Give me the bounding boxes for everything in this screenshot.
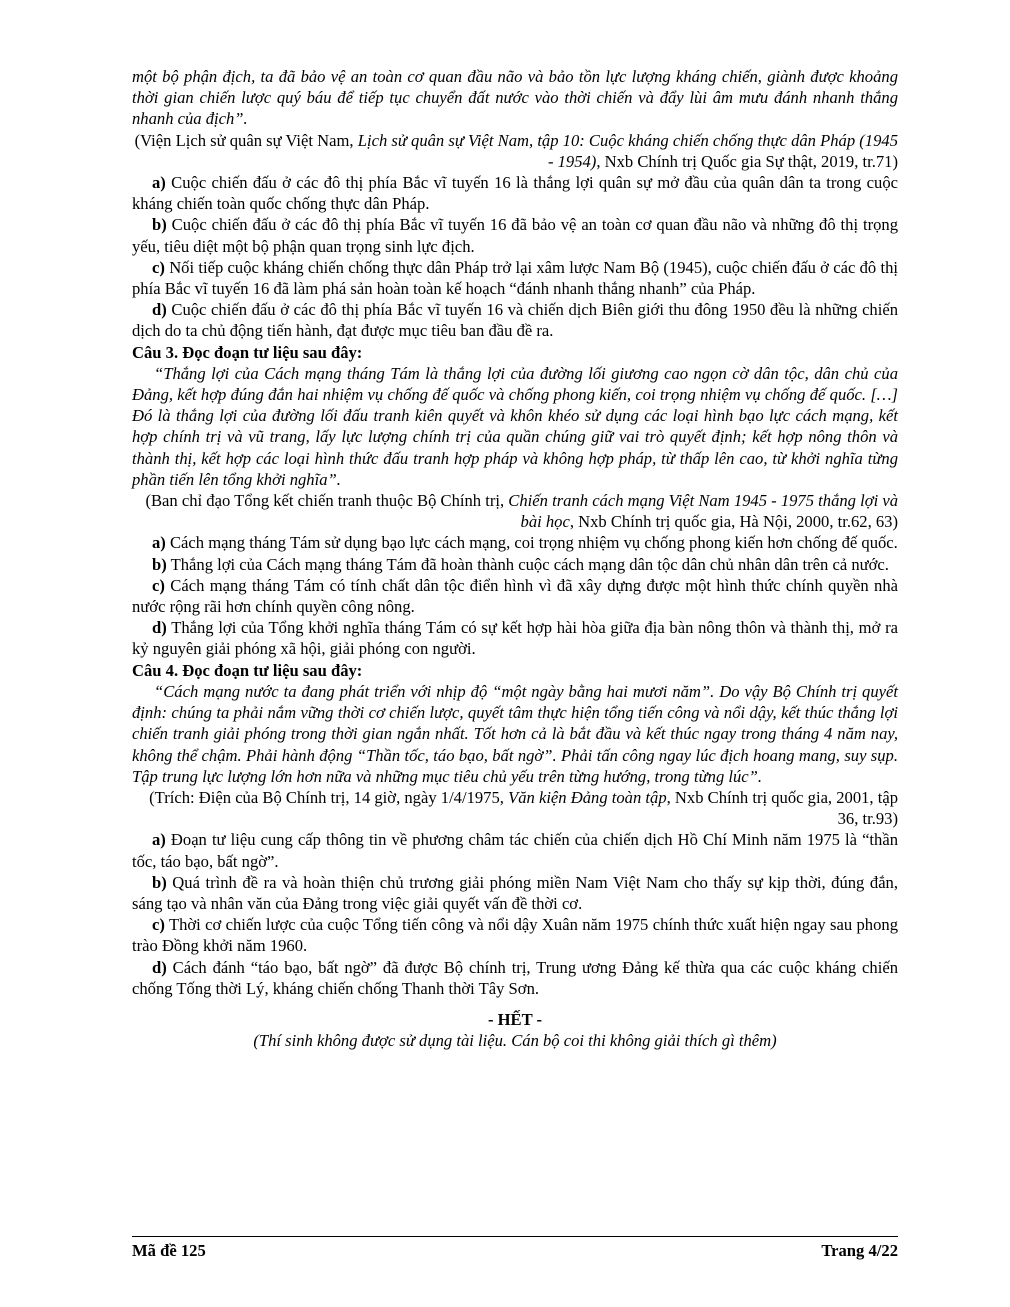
citation-suffix: , Nxb Chính trị quốc gia, 2001, tập 36, tr.93) bbox=[666, 787, 898, 829]
citation-suffix: , Nxb Chính trị quốc gia, Hà Nội, 2000, tr.62, 63) bbox=[569, 512, 898, 532]
option-text: Quá trình đề ra và hoàn thiện chủ trương giải phóng miền Nam Việt Nam cho thấy sự kịp thời, đúng đắn, sáng tạo và nhân văn của Đảng trong việc giải quyết vấn đề thời cơ. bbox=[132, 872, 898, 913]
footer-divider bbox=[132, 1236, 898, 1237]
citation-title: Lịch sử quân sự Việt Nam, tập 10: Cuộc kháng chiến chống thực dân Pháp (1945 - 1954) bbox=[357, 130, 898, 171]
citation-prefix: (Ban chỉ đạo Tổng kết chiến tranh thuộc Bộ Chính trị, bbox=[145, 491, 509, 511]
intro-option-b bbox=[132, 214, 898, 256]
option-label: b) bbox=[152, 215, 167, 235]
citation-suffix: , Nxb Chính trị Quốc gia Sự thật, 2019, tr.71) bbox=[596, 151, 898, 171]
intro-option-c bbox=[132, 257, 898, 299]
option-text: Cách mạng tháng Tám sử dụng bạo lực cách mạng, coi trọng nhiệm vụ chống phong kiến hơn chống đế quốc. bbox=[165, 533, 898, 553]
question-3-option-c bbox=[132, 575, 898, 617]
question-4-quote: “Cách mạng nước ta đang phát triển với nhịp độ “một ngày bằng hai mươi năm”. Do vậy Bộ Chính trị quyết định: chúng ta phải nắm vững thời cơ chiến lược, quyết tâm thực hiện tổng tiến công và nổi dậy, kết thúc thắng lợi chiến tranh giải phóng trong thời gian ngắn nhất. Tốt hơn cả là bắt đầu và kết thúc ngay trong tháng 4 năm nay, không thể chậm. Phải hành động “Thần tốc, táo bạo, bất ngờ”. Phải tấn công ngay lúc địch hoang mang, suy sụp. Tập trung lực lượng lớn hơn nữa và những mục tiêu chủ yếu trên từng hướng, trong từng lúc”. bbox=[132, 681, 898, 786]
question-4-option-b bbox=[132, 872, 898, 914]
option-label: c) bbox=[152, 575, 165, 595]
question-3-heading: Câu 3. Đọc đoạn tư liệu sau đây: bbox=[132, 342, 363, 362]
option-label: c) bbox=[152, 915, 165, 935]
option-label: b) bbox=[152, 554, 167, 574]
option-label: c) bbox=[152, 257, 165, 277]
intro-option-d bbox=[132, 299, 898, 341]
option-label: d) bbox=[152, 957, 167, 977]
option-label: a) bbox=[152, 173, 166, 193]
option-label: b) bbox=[152, 872, 167, 892]
question-4-heading: Câu 4. Đọc đoạn tư liệu sau đây: bbox=[132, 660, 363, 680]
option-label: d) bbox=[152, 300, 167, 320]
option-text: Cách đánh “táo bạo, bất ngờ” đã được Bộ chính trị, Trung ương Đảng kế thừa qua các cuộc kháng chiến chống Tống thời Lý, kháng chiến chống Thanh thời Tây Sơn. bbox=[132, 957, 898, 998]
question-3-option-a bbox=[132, 532, 898, 553]
option-text: Cách mạng tháng Tám có tính chất dân tộc điển hình vì đã xây dựng được một hình thức chính quyền nhà nước rộng rãi hơn chính quyền công nông. bbox=[132, 575, 898, 617]
question-3-quote: “Thắng lợi của Cách mạng tháng Tám là thắng lợi của đường lối giương cao ngọn cờ dân tộc, dân chủ của Đảng, kết hợp đúng đắn hai nhiệm vụ chống đế quốc và chống phong kiến, coi trọng nhiệm vụ chống đế quốc. […] Đó là thắng lợi của đường lối đấu tranh kiên quyết và khôn khéo sử dụng các loại hình bạo lực cách mạng, kết hợp chính trị và vũ trang, lấy lực lượng chính trị của quần chúng giữ vai trò quyết định; kết hợp nông thôn và thành thị, kết hợp các loại hình thức đấu tranh hợp pháp và không hợp pháp, từ thấp lên cao, từ khởi nghĩa từng phần tiến lên tổng khởi nghĩa”. bbox=[132, 363, 898, 489]
option-text: Nối tiếp cuộc kháng chiến chống thực dân Pháp trở lại xâm lược Nam Bộ (1945), cuộc chiến đấu ở các đô thị phía Bắc vĩ tuyến 16 đã làm phá sản hoàn toàn kế hoạch “đánh nhanh thắng nhanh” của Pháp. bbox=[132, 257, 898, 299]
intro-citation bbox=[132, 130, 898, 172]
option-text: Thắng lợi của Cách mạng tháng Tám đã hoàn thành cuộc cách mạng dân tộc dân chủ nhân dân trên cả nước. bbox=[166, 554, 889, 574]
option-text: Cuộc chiến đấu ở các đô thị phía Bắc vĩ tuyến 16 đã bảo vệ an toàn cơ quan đầu não và những đô thị trọng yếu, tiêu diệt một bộ phận quan trọng sinh lực địch. bbox=[132, 215, 898, 256]
intro-option-a bbox=[132, 172, 898, 214]
option-label: d) bbox=[152, 618, 167, 638]
option-label: a) bbox=[152, 830, 166, 850]
page-footer bbox=[132, 1241, 898, 1261]
option-text: Thời cơ chiến lược của cuộc Tổng tiến công và nổi dậy Xuân năm 1975 chính thức xuất hiện ngay sau phong trào Đồng khởi năm 1960. bbox=[132, 915, 898, 956]
question-4-option-d bbox=[132, 957, 898, 999]
exam-code: Mã đề 125 bbox=[132, 1241, 206, 1260]
end-note: (Thí sinh không được sử dụng tài liệu. Cán bộ coi thi không giải thích gì thêm) bbox=[253, 1031, 777, 1051]
citation-prefix: (Viện Lịch sử quân sự Việt Nam, bbox=[134, 130, 358, 150]
citation-title: Chiến tranh cách mạng Việt Nam 1945 - 1975 thắng lợi và bài học bbox=[508, 491, 898, 532]
question-4-option-c bbox=[132, 914, 898, 956]
question-4-option-a bbox=[132, 829, 898, 871]
option-text: Thắng lợi của Tổng khởi nghĩa tháng Tám có sự kết hợp hài hòa giữa địa bàn nông thôn và thành thị, mở ra kỷ nguyên giải phóng xã hội, giải phóng con người. bbox=[132, 618, 898, 659]
option-text: Cuộc chiến đấu ở các đô thị phía Bắc vĩ tuyến 16 và chiến dịch Biên giới thu đông 1950 đều là những chiến dịch do ta chủ động tiến hành, đạt được mục tiêu ban đầu đề ra. bbox=[132, 300, 898, 341]
question-3-citation bbox=[132, 490, 898, 532]
option-text: Cuộc chiến đấu ở các đô thị phía Bắc vĩ tuyến 16 là thắng lợi quân sự mở đầu của quân dân ta trong cuộc kháng chiến toàn quốc chống thực dân Pháp. bbox=[132, 173, 898, 214]
question-4-citation bbox=[132, 787, 898, 829]
question-3-option-d bbox=[132, 617, 898, 659]
option-label: a) bbox=[152, 533, 166, 553]
citation-prefix: (Trích: Điện của Bộ Chính trị, 14 giờ, ngày 1/4/1975, bbox=[149, 787, 509, 807]
end-mark: - HẾT - bbox=[487, 1009, 543, 1029]
question-3-option-b bbox=[132, 554, 898, 575]
intro-quote-tail: một bộ phận địch, ta đã bảo vệ an toàn cơ quan đầu não và bảo tồn lực lượng kháng chiến, giành được khoảng thời gian chiến lược quý báu để tiếp tục chuyển đất nước vào thời chiến và đẩy lùi âm mưu đánh nhanh thắng nhanh của địch”. bbox=[132, 67, 898, 129]
page-content bbox=[132, 66, 898, 1051]
page-number: Trang 4/22 bbox=[821, 1241, 898, 1260]
option-text: Đoạn tư liệu cung cấp thông tin về phương châm tác chiến của chiến dịch Hồ Chí Minh năm 1975 là “thần tốc, táo bạo, bất ngờ”. bbox=[132, 830, 898, 871]
citation-title: Văn kiện Đảng toàn tập bbox=[508, 787, 667, 807]
